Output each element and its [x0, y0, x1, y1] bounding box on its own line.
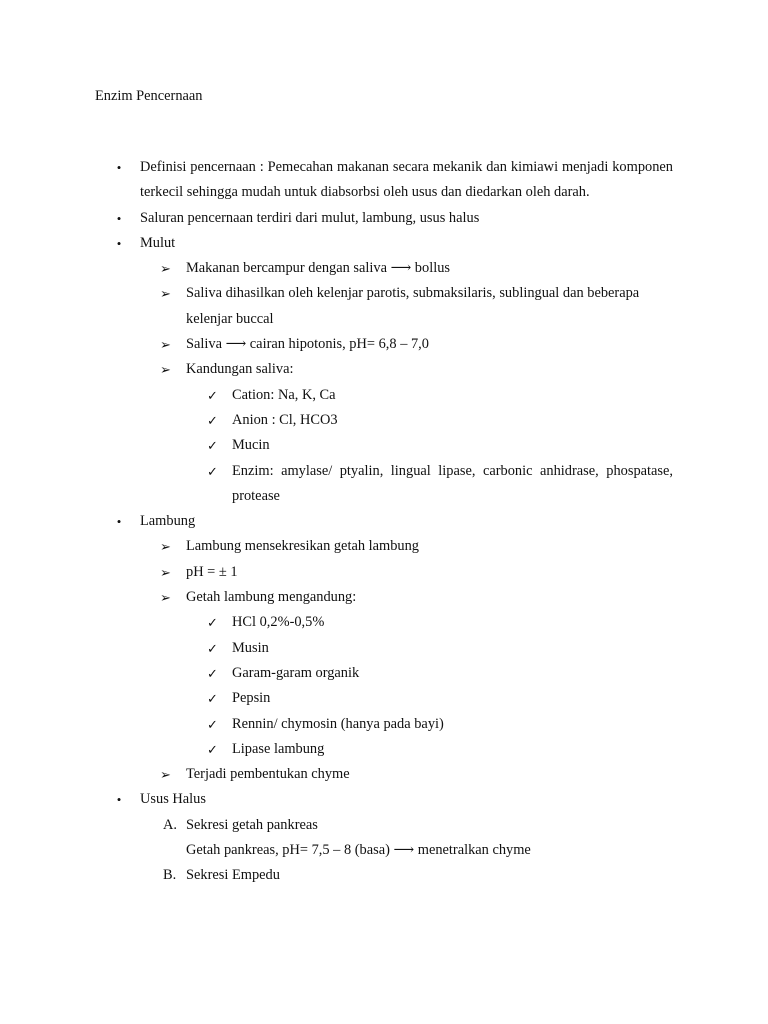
- mulut-point-text: Makanan bercampur dengan saliva ⟶ bollus: [186, 260, 450, 277]
- alpha-marker-b: B.: [163, 867, 177, 884]
- check-icon: ✓: [207, 741, 218, 757]
- kandungan-text: Enzim: amylase/ ptyalin, lingual lipase, carbonic anhidrase, phospatase, protease: [232, 462, 673, 504]
- list-item-lambung-after: [140, 762, 673, 787]
- check-icon: ✓: [207, 691, 218, 707]
- mulut-label: Mulut: [140, 234, 176, 251]
- list-item-kandungan-2: [186, 408, 673, 433]
- lambung-point-text: Lambung mensekresikan getah lambung: [186, 538, 419, 555]
- mulut-point-text: Saliva dihasilkan oleh kelenjar parotis, submaksilaris, sublingual dan beberapa kelenjar buccal: [186, 285, 640, 327]
- getah-text: Garam-garam organik: [232, 664, 360, 681]
- usus-b-label: Sekresi Empedu: [186, 867, 280, 884]
- arrow-marker: ➢: [160, 539, 171, 555]
- arrow-marker: ➢: [160, 261, 171, 277]
- arrow-marker: ➢: [160, 590, 171, 606]
- list-item-usus-halus: [95, 787, 673, 888]
- getah-text: HCl 0,2%-0,5%: [232, 614, 325, 631]
- document-title: Enzim Pencernaan: [95, 88, 203, 104]
- bullet-marker: •: [116, 235, 122, 251]
- lambung-point-text: Getah lambung mengandung:: [186, 589, 357, 606]
- arrow-marker: ➢: [160, 337, 171, 353]
- list-item-usus-b: [140, 863, 673, 888]
- alpha-marker-a: A.: [163, 816, 177, 833]
- list-item-getah-2: [186, 636, 673, 661]
- lambung-after-text: Terjadi pembentukan chyme: [186, 766, 350, 783]
- list-item-mulut-point-4: [140, 357, 673, 509]
- getah-text: Pepsin: [232, 690, 271, 707]
- saluran-text: Saluran pencernaan terdiri dari mulut, lambung, usus halus: [140, 209, 480, 226]
- usus-a-detail: Getah pankreas, pH= 7,5 – 8 (basa) ⟶ menetralkan chyme: [186, 842, 531, 859]
- getah-text: Musin: [232, 639, 269, 656]
- list-item-lambung-point-2: [140, 560, 673, 585]
- bullet-marker: •: [116, 160, 122, 175]
- arrow-marker: ➢: [160, 767, 171, 783]
- bullet-marker: •: [116, 514, 122, 530]
- getah-text: Rennin/ chymosin (hanya pada bayi): [232, 715, 444, 732]
- check-icon: ✓: [207, 387, 218, 403]
- arrow-marker: ➢: [160, 362, 171, 378]
- list-item-mulut-point-3: [140, 332, 673, 357]
- list-item-lambung-point-1: [140, 534, 673, 559]
- getah-text: Lipase lambung: [232, 740, 325, 757]
- list-item-mulut-point-1: [140, 256, 673, 281]
- list-item-kandungan-1: [186, 383, 673, 408]
- list-item-saluran: [95, 206, 673, 231]
- mulut-point-text: Kandungan saliva:: [186, 361, 294, 378]
- list-item-lambung-point-3: [140, 585, 673, 762]
- check-icon: ✓: [207, 463, 218, 479]
- check-icon: ✓: [207, 640, 218, 656]
- list-item-getah-3: [186, 661, 673, 686]
- list-item-getah-1: [186, 610, 673, 635]
- bullet-marker: •: [116, 792, 122, 808]
- kandungan-text: Anion : Cl, HCO3: [232, 411, 338, 428]
- arrow-marker: ➢: [160, 564, 171, 580]
- bullet-marker: •: [116, 210, 122, 226]
- check-icon: ✓: [207, 716, 218, 732]
- list-item-definisi: [95, 155, 673, 206]
- mulut-point-text: Saliva ⟶ cairan hipotonis, pH= 6,8 – 7,0: [186, 336, 429, 353]
- list-item-getah-4: [186, 686, 673, 711]
- check-icon: ✓: [207, 615, 218, 631]
- check-icon: ✓: [207, 438, 218, 454]
- lambung-label: Lambung: [140, 513, 196, 530]
- usus-a-label: Sekresi getah pankreas: [186, 816, 318, 833]
- list-item-kandungan-3: [186, 433, 673, 458]
- lambung-point-text: pH = ± 1: [186, 563, 238, 580]
- arrow-marker: ➢: [160, 286, 171, 302]
- check-icon: ✓: [207, 412, 218, 428]
- list-item-lambung: [95, 509, 673, 787]
- check-icon: ✓: [207, 665, 218, 681]
- list-item-getah-6: [186, 737, 673, 762]
- list-item-getah-5: [186, 712, 673, 737]
- definisi-text: Definisi pencernaan : Pemecahan makanan secara mekanik dan kimiawi menjadi komponen terkecil sehingga mudah untuk diabsorbsi oleh usus dan diedarkan oleh darah.: [140, 159, 673, 201]
- list-item-mulut: [95, 231, 673, 509]
- list-item-mulut-point-2: [140, 281, 673, 332]
- kandungan-text: Mucin: [232, 437, 270, 454]
- list-item-usus-a: [140, 813, 673, 838]
- kandungan-text: Cation: Na, K, Ca: [232, 386, 336, 403]
- usus-label: Usus Halus: [140, 791, 206, 808]
- list-item-kandungan-4: [186, 459, 673, 510]
